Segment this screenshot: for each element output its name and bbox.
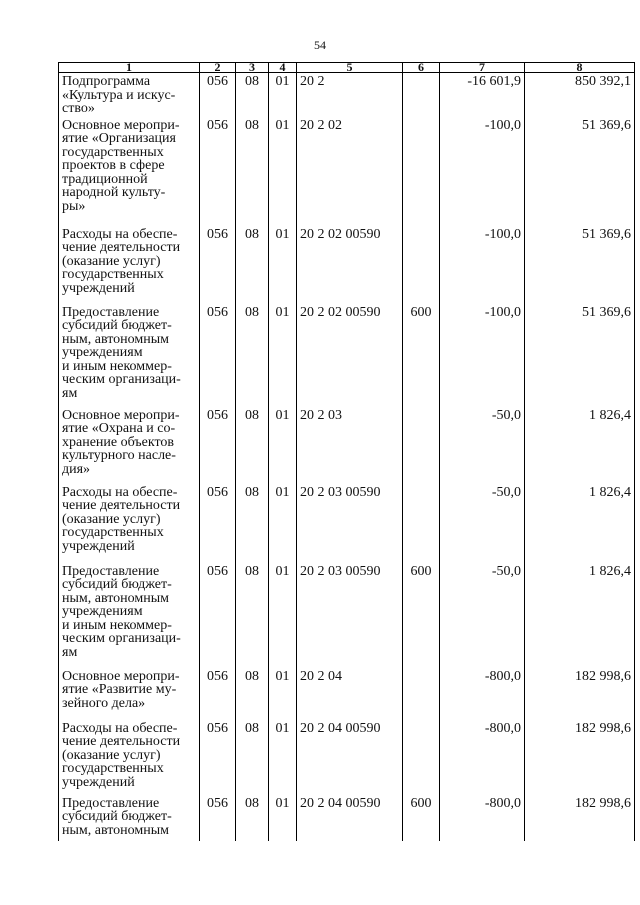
- change-amount-cell: -50,0: [440, 407, 525, 484]
- row-name-line: ным, автономным: [62, 822, 170, 838]
- row-name-cell: [59, 795, 200, 841]
- row-name-line: учреждений: [62, 774, 135, 790]
- column-header: 7: [440, 63, 525, 73]
- total-amount-cell: 182 998,6: [525, 668, 635, 720]
- code-section-cell: 08: [236, 117, 269, 226]
- row-name-line: ным, автономным: [62, 590, 170, 606]
- table-row: [59, 563, 635, 668]
- row-name-cell: [59, 668, 200, 720]
- row-name-line: ным, автономным: [62, 331, 170, 347]
- row-name-line: субсидий бюджет-: [62, 577, 172, 592]
- code-subsection-cell: 01: [269, 407, 297, 484]
- table-row: [59, 668, 635, 720]
- target-article-cell: 20 2 03: [297, 407, 403, 484]
- expense-type-cell: [403, 407, 440, 484]
- table-row: [59, 117, 635, 226]
- row-name-line: ятие «Организация: [62, 131, 176, 146]
- column-header: 4: [269, 63, 297, 73]
- row-name-line: (оказание услуг): [62, 747, 161, 763]
- row-name-line: субсидий бюджет-: [62, 318, 172, 333]
- row-name-line: чение деятельности: [62, 734, 181, 749]
- expense-type-cell: 600: [403, 795, 440, 841]
- table-row: [59, 304, 635, 407]
- row-name-line: учреждениям: [62, 604, 143, 619]
- budget-table: [58, 62, 635, 841]
- total-amount-cell: 51 369,6: [525, 226, 635, 304]
- target-article-cell: 20 2 04: [297, 668, 403, 720]
- target-article-cell: 20 2 03 00590: [297, 484, 403, 563]
- change-amount-cell: -800,0: [440, 795, 525, 841]
- code-subsection-cell: 01: [269, 795, 297, 841]
- table-row: [59, 73, 635, 117]
- code-section-cell: 08: [236, 407, 269, 484]
- target-article-cell: 20 2 02 00590: [297, 304, 403, 407]
- code-subsection-cell: 01: [269, 73, 297, 117]
- row-name-line: государственных: [62, 525, 164, 540]
- code-ministry-cell: 056: [200, 304, 236, 407]
- code-subsection-cell: 01: [269, 304, 297, 407]
- row-name-cell: [59, 117, 200, 226]
- target-article-cell: 20 2 02: [297, 117, 403, 226]
- table-row: [59, 226, 635, 304]
- row-name-line: чение деятельности: [62, 240, 181, 255]
- row-name-cell: [59, 226, 200, 304]
- row-name-line: учреждениям: [62, 345, 143, 360]
- change-amount-cell: -800,0: [440, 720, 525, 795]
- target-article-cell: 20 2 04 00590: [297, 720, 403, 795]
- page-number: 54: [314, 38, 326, 52]
- total-amount-cell: 1 826,4: [525, 484, 635, 563]
- code-ministry-cell: 056: [200, 117, 236, 226]
- expense-type-cell: [403, 668, 440, 720]
- code-ministry-cell: 056: [200, 484, 236, 563]
- code-ministry-cell: 056: [200, 407, 236, 484]
- code-section-cell: 08: [236, 720, 269, 795]
- row-name-line: ческим организаци-: [62, 372, 181, 387]
- row-name-cell: [59, 720, 200, 795]
- row-name-line: ство»: [62, 101, 95, 116]
- code-subsection-cell: 01: [269, 668, 297, 720]
- total-amount-cell: 51 369,6: [525, 304, 635, 407]
- row-name-line: учреждений: [62, 280, 135, 296]
- code-subsection-cell: 01: [269, 117, 297, 226]
- table-row: [59, 484, 635, 563]
- code-section-cell: 08: [236, 73, 269, 117]
- expense-type-cell: 600: [403, 304, 440, 407]
- row-name-line: Предоставление: [62, 795, 160, 811]
- target-article-cell: 20 2 03 00590: [297, 563, 403, 668]
- change-amount-cell: -100,0: [440, 117, 525, 226]
- row-name-line: Основное меропри-: [62, 407, 180, 423]
- code-section-cell: 08: [236, 668, 269, 720]
- row-name-line: Расходы на обеспе-: [62, 720, 178, 736]
- code-subsection-cell: 01: [269, 226, 297, 304]
- change-amount-cell: -100,0: [440, 304, 525, 407]
- row-name-line: Расходы на обеспе-: [62, 226, 178, 242]
- row-name-line: субсидий бюджет-: [62, 809, 172, 824]
- change-amount-cell: -50,0: [440, 563, 525, 668]
- code-ministry-cell: 056: [200, 73, 236, 117]
- row-name-line: Предоставление: [62, 563, 160, 579]
- code-subsection-cell: 01: [269, 720, 297, 795]
- row-name-line: государственных: [62, 267, 164, 282]
- total-amount-cell: 850 392,1: [525, 73, 635, 117]
- code-subsection-cell: 01: [269, 563, 297, 668]
- row-name-line: зейного дела»: [62, 695, 146, 711]
- row-name-line: государственных: [62, 144, 164, 160]
- column-header: 2: [200, 63, 236, 73]
- code-ministry-cell: 056: [200, 795, 236, 841]
- row-name-line: Основное меропри-: [62, 668, 180, 684]
- row-name-cell: [59, 73, 200, 117]
- expense-type-cell: 600: [403, 563, 440, 668]
- row-name-line: дия»: [62, 461, 91, 477]
- target-article-cell: 20 2: [297, 73, 403, 117]
- row-name-cell: [59, 484, 200, 563]
- column-header: 8: [525, 63, 635, 73]
- code-ministry-cell: 056: [200, 563, 236, 668]
- code-ministry-cell: 056: [200, 668, 236, 720]
- table-row: [59, 720, 635, 795]
- row-name-line: государственных: [62, 761, 164, 776]
- row-name-line: чение деятельности: [62, 498, 181, 513]
- row-name-line: ям: [62, 385, 78, 401]
- code-subsection-cell: 01: [269, 484, 297, 563]
- column-header: 6: [403, 63, 440, 73]
- row-name-line: хранение объектов: [62, 434, 175, 450]
- row-name-line: (оказание услуг): [62, 511, 161, 527]
- total-amount-cell: 182 998,6: [525, 795, 635, 841]
- code-section-cell: 08: [236, 795, 269, 841]
- row-name-line: народной культу-: [62, 185, 166, 200]
- row-name-cell: [59, 563, 200, 668]
- total-amount-cell: 1 826,4: [525, 407, 635, 484]
- table-row: [59, 795, 635, 841]
- target-article-cell: 20 2 02 00590: [297, 226, 403, 304]
- total-amount-cell: 1 826,4: [525, 563, 635, 668]
- row-name-line: проектов в сфере: [62, 158, 165, 173]
- row-name-line: культурного насле-: [62, 448, 176, 463]
- expense-type-cell: [403, 117, 440, 226]
- row-name-line: (оказание услуг): [62, 253, 161, 269]
- row-name-line: ятие «Развитие му-: [62, 682, 177, 697]
- row-name-line: и иным некоммер-: [62, 358, 172, 374]
- row-name-line: Подпрограмма: [62, 74, 151, 89]
- code-ministry-cell: 056: [200, 226, 236, 304]
- row-name-line: ятие «Охрана и со-: [62, 421, 176, 436]
- change-amount-cell: -800,0: [440, 668, 525, 720]
- row-name-line: ческим организаци-: [62, 631, 181, 646]
- row-name-line: «Культура и искус-: [62, 87, 176, 103]
- target-article-cell: 20 2 04 00590: [297, 795, 403, 841]
- column-header: 1: [59, 63, 200, 73]
- row-name-cell: [59, 304, 200, 407]
- code-section-cell: 08: [236, 304, 269, 407]
- row-name-line: традиционной: [62, 171, 148, 187]
- total-amount-cell: 51 369,6: [525, 117, 635, 226]
- total-amount-cell: 182 998,6: [525, 720, 635, 795]
- column-header: 5: [297, 63, 403, 73]
- table-body: [59, 73, 635, 841]
- code-ministry-cell: 056: [200, 720, 236, 795]
- code-section-cell: 08: [236, 484, 269, 563]
- row-name-line: Основное меропри-: [62, 117, 180, 133]
- row-name-line: и иным некоммер-: [62, 617, 172, 633]
- row-name-line: учреждений: [62, 538, 135, 554]
- expense-type-cell: [403, 484, 440, 563]
- change-amount-cell: -100,0: [440, 226, 525, 304]
- table-row: [59, 407, 635, 484]
- change-amount-cell: -50,0: [440, 484, 525, 563]
- row-name-cell: [59, 407, 200, 484]
- row-name-line: Предоставление: [62, 304, 160, 320]
- code-section-cell: 08: [236, 226, 269, 304]
- expense-type-cell: [403, 73, 440, 117]
- row-name-line: ры»: [62, 198, 86, 214]
- change-amount-cell: -16 601,9: [440, 73, 525, 117]
- row-name-line: Расходы на обеспе-: [62, 484, 178, 500]
- expense-type-cell: [403, 226, 440, 304]
- row-name-line: ям: [62, 644, 78, 660]
- column-header: 3: [236, 63, 269, 73]
- expense-type-cell: [403, 720, 440, 795]
- header-row: [59, 63, 635, 73]
- code-section-cell: 08: [236, 563, 269, 668]
